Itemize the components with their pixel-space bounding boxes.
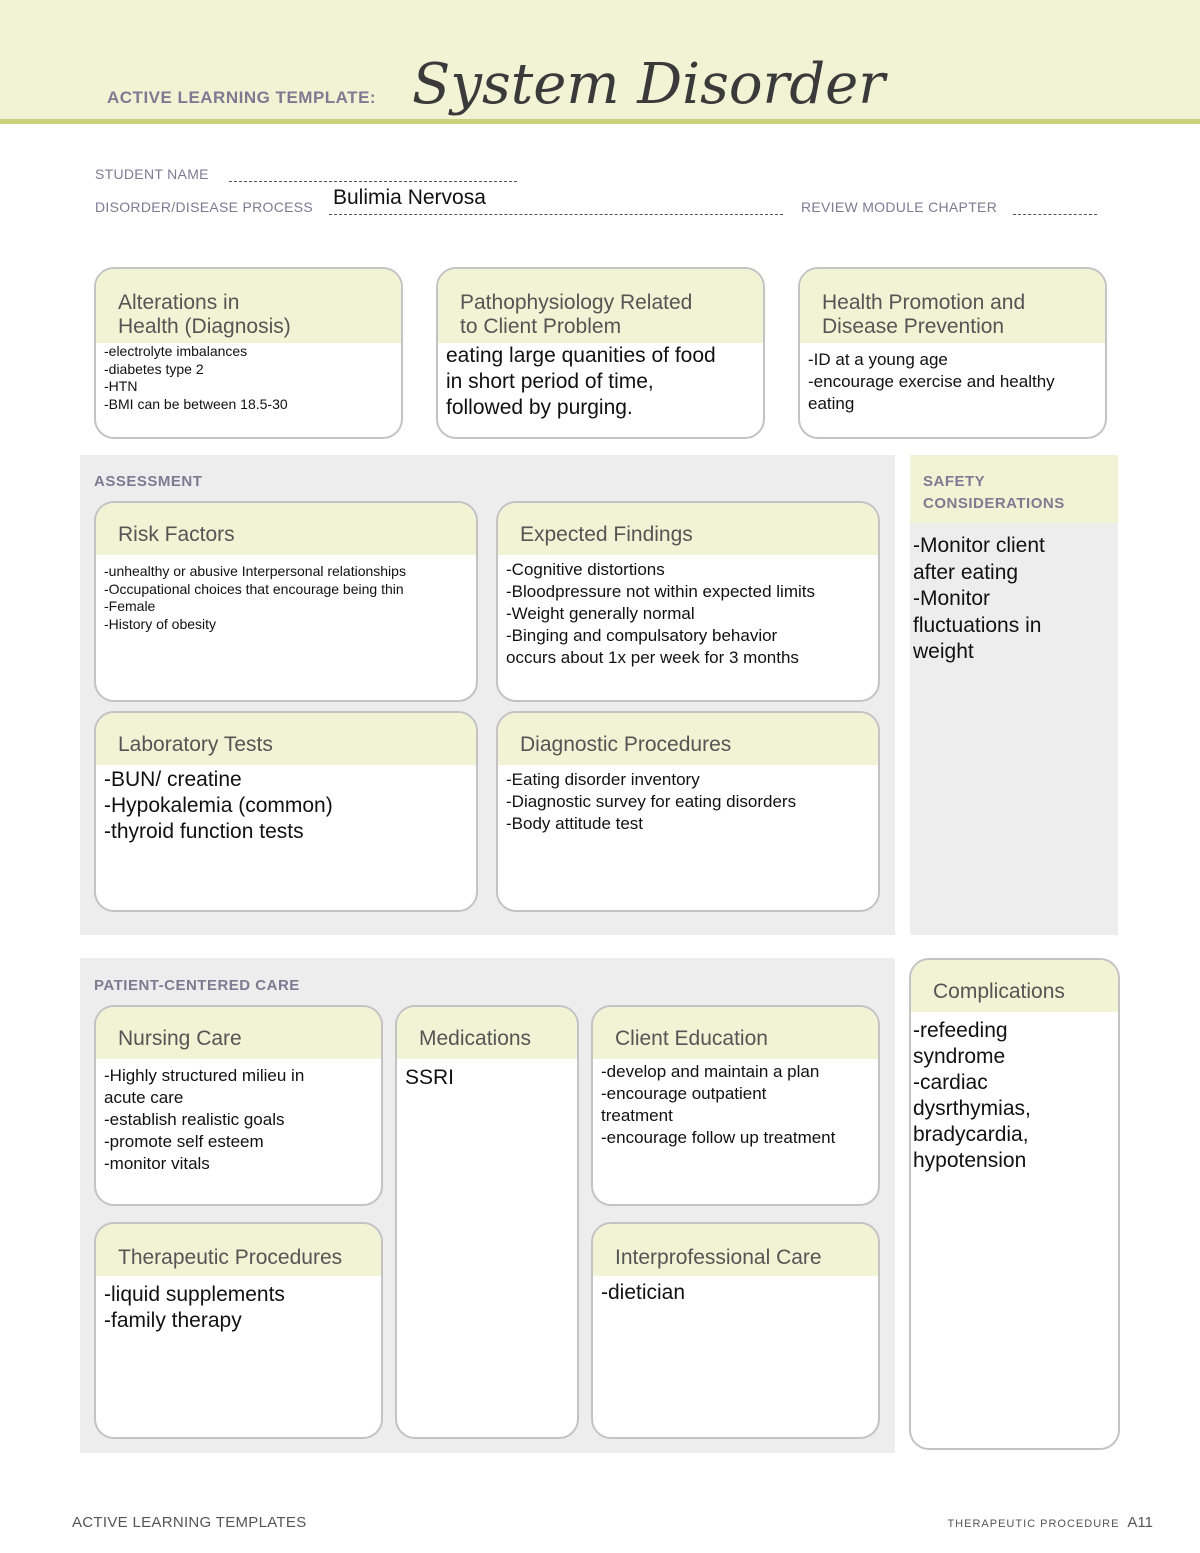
medications-body[interactable]: SSRI bbox=[405, 1066, 455, 1089]
template-title: System Disorder bbox=[412, 52, 886, 117]
laboratory-tests-body[interactable]: -BUN/ creatine -Hypokalemia (common) -thyroid function tests bbox=[104, 768, 333, 843]
footer-section: THERAPEUTIC PROCEDURE bbox=[947, 1518, 1120, 1530]
complications-title: Complications bbox=[911, 960, 1118, 1012]
pathophysiology-body[interactable]: eating large quanities of food in short period of time, followed by purging. bbox=[446, 344, 716, 419]
expected-findings-box bbox=[496, 501, 880, 702]
laboratory-tests-title: Laboratory Tests bbox=[96, 713, 476, 765]
laboratory-tests-box bbox=[94, 711, 478, 912]
template-prefix: ACTIVE LEARNING TEMPLATE: bbox=[107, 88, 377, 107]
template-header bbox=[0, 0, 1200, 124]
safety-considerations-label: SAFETY CONSIDERATIONS bbox=[910, 455, 1118, 523]
interprofessional-care-title: Interprofessional Care bbox=[593, 1224, 878, 1276]
footer-page-number: A11 bbox=[1127, 1514, 1153, 1531]
risk-factors-box bbox=[94, 501, 478, 702]
nursing-care-body[interactable]: -Highly structured milieu in acute care -establish realistic goals -promote self esteem -monitor vitals bbox=[104, 1066, 305, 1173]
health-promotion-box bbox=[798, 267, 1107, 439]
client-education-body[interactable]: -develop and maintain a plan -encourage outpatient treatment -encourage follow up treatment bbox=[601, 1062, 836, 1147]
therapeutic-procedures-body[interactable]: -liquid supplements -family therapy bbox=[104, 1283, 285, 1332]
interprofessional-care-body[interactable]: -dietician bbox=[601, 1281, 686, 1304]
disorder-field[interactable] bbox=[329, 214, 783, 215]
review-module-field[interactable] bbox=[1013, 214, 1097, 215]
alterations-body[interactable]: -electrolyte imbalances -diabetes type 2 -HTN -BMI can be between 18.5-30 bbox=[104, 343, 288, 412]
interprofessional-care-box bbox=[591, 1222, 880, 1439]
therapeutic-procedures-box bbox=[94, 1222, 383, 1439]
pathophysiology-title: Pathophysiology Related to Client Problem bbox=[438, 269, 763, 343]
patient-care-label: PATIENT-CENTERED CARE bbox=[94, 977, 300, 994]
expected-findings-title: Expected Findings bbox=[498, 503, 878, 555]
student-name-label: STUDENT NAME bbox=[95, 166, 209, 182]
footer-left: ACTIVE LEARNING TEMPLATES bbox=[72, 1514, 307, 1531]
diagnostic-procedures-body[interactable]: -Eating disorder inventory -Diagnostic survey for eating disorders -Body attitude test bbox=[506, 770, 797, 833]
pathophysiology-box bbox=[436, 267, 765, 439]
alterations-title: Alterations in Health (Diagnosis) bbox=[96, 269, 401, 343]
medications-box bbox=[395, 1005, 579, 1439]
health-promotion-body[interactable]: -ID at a young age -encourage exercise and healthy eating bbox=[808, 350, 1055, 413]
nursing-care-title: Nursing Care bbox=[96, 1007, 381, 1059]
safety-considerations-body[interactable]: -Monitor client after eating -Monitor fluctuations in weight bbox=[913, 534, 1045, 663]
disorder-value: Bulimia Nervosa bbox=[333, 186, 486, 209]
complications-box bbox=[909, 958, 1120, 1450]
risk-factors-body[interactable]: -unhealthy or abusive Interpersonal relationships -Occupational choices that encourage being thin -Female -History of obesity bbox=[104, 563, 406, 632]
health-promotion-title: Health Promotion and Disease Prevention bbox=[800, 269, 1105, 343]
diagnostic-procedures-box bbox=[496, 711, 880, 912]
client-education-box bbox=[591, 1005, 880, 1206]
diagnostic-procedures-title: Diagnostic Procedures bbox=[498, 713, 878, 765]
alterations-box bbox=[94, 267, 403, 439]
complications-body[interactable]: -refeeding syndrome -cardiac dysrthymias, bradycardia, hypotension bbox=[913, 1019, 1031, 1172]
nursing-care-box bbox=[94, 1005, 383, 1206]
expected-findings-body[interactable]: -Cognitive distortions -Bloodpressure not within expected limits -Weight generally normal -Binging and compulsatory behavior occurs about 1x per week for 3 months bbox=[506, 560, 815, 667]
disorder-label: DISORDER/DISEASE PROCESS bbox=[95, 199, 314, 215]
review-module-label: REVIEW MODULE CHAPTER bbox=[801, 199, 998, 215]
client-education-title: Client Education bbox=[593, 1007, 878, 1059]
risk-factors-title: Risk Factors bbox=[96, 503, 476, 555]
student-name-field[interactable] bbox=[229, 181, 517, 182]
footer-right bbox=[947, 1514, 1153, 1531]
therapeutic-procedures-title: Therapeutic Procedures bbox=[96, 1224, 381, 1276]
medications-title: Medications bbox=[397, 1007, 577, 1059]
assessment-label: ASSESSMENT bbox=[94, 473, 203, 490]
